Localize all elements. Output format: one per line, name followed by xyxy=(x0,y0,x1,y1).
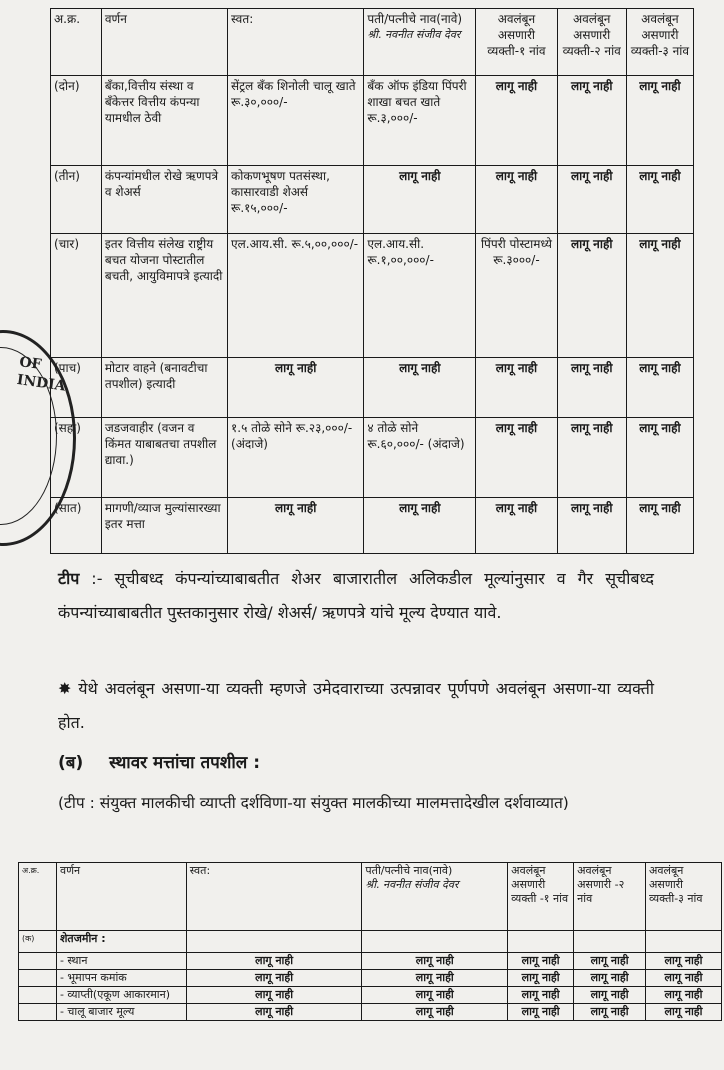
empty-cell xyxy=(508,931,574,953)
row-self-value: लागू नाही xyxy=(186,953,362,970)
row-number: (सात) xyxy=(51,498,102,554)
row-description: जडजवाहीर (वजन व किंमत याबाबतचा तपशील द्यावा.) xyxy=(101,418,227,498)
row-spouse-value: लागू नाही xyxy=(364,498,476,554)
row-dependent-2-value: लागू नाही xyxy=(557,358,626,418)
section-b-label: (ब) xyxy=(58,753,84,773)
row-description: मोटार वाहने (बनावटीचा तपशील) इत्यादी xyxy=(101,358,227,418)
table-row xyxy=(51,418,694,498)
row-dependent-2-value: लागू नाही xyxy=(574,1004,646,1021)
spouse-handwritten-name: श्री. नवनीत संजीव देवर xyxy=(365,878,459,891)
header-serial: अ.क्र. xyxy=(19,863,57,931)
row-dependent-3-value: लागू नाही xyxy=(626,358,693,418)
row-spouse-value: लागू नाही xyxy=(362,987,508,1004)
row-description: - भूमापन कमांक xyxy=(56,970,186,987)
row-number xyxy=(19,953,57,970)
row-number: (तीन) xyxy=(51,166,102,234)
row-dependent-2-value: लागू नाही xyxy=(557,76,626,166)
row-dependent-2-value: लागू नाही xyxy=(557,234,626,358)
row-dependent-3-value: लागू नाही xyxy=(626,166,693,234)
row-dependent-2-value: लागू नाही xyxy=(574,970,646,987)
header-dependent-2: अवलंबून असणारी -२ नांव xyxy=(574,863,646,931)
row-spouse-value: लागू नाही xyxy=(364,358,476,418)
row-number xyxy=(19,970,57,987)
table-row xyxy=(19,1004,722,1021)
row-dependent-1-value: लागू नाही xyxy=(476,358,557,418)
note-label: टीप xyxy=(58,569,80,588)
header-self: स्वत: xyxy=(228,9,364,76)
empty-cell xyxy=(186,931,362,953)
table-row xyxy=(51,76,694,166)
note-dependents xyxy=(58,672,654,740)
empty-cell xyxy=(646,931,722,953)
row-dependent-1-value: लागू नाही xyxy=(476,418,557,498)
table-row xyxy=(19,953,722,970)
row-dependent-3-value: लागू नाही xyxy=(626,76,693,166)
row-spouse-value: एल.आय.सी. रू.१,००,०००/- xyxy=(364,234,476,358)
row-self-value: लागू नाही xyxy=(186,987,362,1004)
row-self-value: सेंट्रल बँक शिनोली चालू खाते रू.३०,०००/- xyxy=(228,76,364,166)
header-serial: अ.क्र. xyxy=(51,9,102,76)
header-dependent-1: अवलंबून असणारी व्यक्ती -१ नांव xyxy=(508,863,574,931)
row-spouse-value: लागू नाही xyxy=(362,953,508,970)
row-spouse-value: लागू नाही xyxy=(364,166,476,234)
table-header-row xyxy=(51,9,694,76)
row-dependent-3-value: लागू नाही xyxy=(646,970,722,987)
note-dependents-text: येथे अवलंबून असणा-या व्यक्ती म्हणजे उमेदवाराच्या उत्पन्नावर पूर्णपणे अवलंबून असणा-या व्यक्ती होत. xyxy=(58,679,654,732)
table-row xyxy=(19,987,722,1004)
table-row xyxy=(51,358,694,418)
section-label: शेतजमीन : xyxy=(56,931,186,953)
row-dependent-1-value: लागू नाही xyxy=(476,498,557,554)
section-b-note: (टीप : संयुक्त मालकीची व्याप्ती दर्शविणा-या संयुक्त मालकीच्या मालमत्तादेखील दर्शवाव्यात) xyxy=(58,794,569,812)
row-dependent-1-value: लागू नाही xyxy=(508,987,574,1004)
spouse-handwritten-name: श्री. नवनीत संजीव देवर xyxy=(367,28,461,41)
row-spouse-value: लागू नाही xyxy=(362,970,508,987)
row-dependent-3-value: लागू नाही xyxy=(646,987,722,1004)
row-spouse-value: लागू नाही xyxy=(362,1004,508,1021)
row-spouse-value: ४ तोळे सोने रू.६०,०००/- (अंदाजे) xyxy=(364,418,476,498)
header-spouse xyxy=(364,9,476,76)
row-dependent-3-value: लागू नाही xyxy=(646,953,722,970)
seal-text: OF INDIA xyxy=(15,354,67,395)
row-description: - स्थान xyxy=(56,953,186,970)
row-dependent-2-value: लागू नाही xyxy=(557,498,626,554)
header-spouse-label: पती/पत्नीचे नाव(नावे) xyxy=(365,864,453,877)
header-dependent-2: अवलंबून असणारी व्यक्ती-२ नांव xyxy=(557,9,626,76)
row-number: (चार) xyxy=(51,234,102,358)
section-number: (क) xyxy=(19,931,57,953)
row-description: बँका,वित्तीय संस्था व बँकेत्तर वित्तीय कंपन्या यामधील ठेवी xyxy=(101,76,227,166)
row-number: (पाच) xyxy=(51,358,102,418)
row-dependent-1-value: लागू नाही xyxy=(476,166,557,234)
row-description: - व्याप्ती(एकूण आकारमान) xyxy=(56,987,186,1004)
row-description: इतर वित्तीय संलेख राष्ट्रीय बचत योजना पोस्टातील बचती, आयुविमापत्रे इत्यादी xyxy=(101,234,227,358)
row-self-value: १.५ तोळे सोने रू.२३,०००/- (अंदाजे) xyxy=(228,418,364,498)
row-dependent-2-value: लागू नाही xyxy=(574,987,646,1004)
table-row xyxy=(51,166,694,234)
table-row xyxy=(51,498,694,554)
row-number xyxy=(19,987,57,1004)
row-description: कंपन्यांमधील रोखे ऋणपत्रे व शेअर्स xyxy=(101,166,227,234)
row-dependent-1-value: पिंपरी पोस्टामध्ये रू.३०००/- xyxy=(476,234,557,358)
row-dependent-2-value: लागू नाही xyxy=(557,418,626,498)
row-dependent-3-value: लागू नाही xyxy=(646,1004,722,1021)
header-self: स्वत: xyxy=(186,863,362,931)
row-number: (दोन) xyxy=(51,76,102,166)
row-self-value: लागू नाही xyxy=(228,358,364,418)
row-self-value: एल.आय.सी. रू.५,००,०००/- xyxy=(228,234,364,358)
section-b-heading xyxy=(58,750,260,773)
note-text: :- सूचीबध्द कंपन्यांच्याबाबतीत शेअर बाजारातील अलिकडील मूल्यांनुसार व गैर सूचीबध्द कंपन्यांच्याबाबतीत पुस्तकानुसार रोखे/ शेअर्स/ ऋणपत्रे यांचे मूल्य देण्यात यावे. xyxy=(58,569,654,622)
table-row xyxy=(51,234,694,358)
table-row xyxy=(19,970,722,987)
row-dependent-1-value: लागू नाही xyxy=(508,953,574,970)
section-b-title: स्थावर मत्तांचा तपशील : xyxy=(109,753,261,773)
header-description: वर्णन xyxy=(56,863,186,931)
header-description: वर्णन xyxy=(101,9,227,76)
row-description: मागणी/व्याज मुल्यांसारख्या इतर मत्ता xyxy=(101,498,227,554)
row-dependent-1-value: लागू नाही xyxy=(508,1004,574,1021)
row-dependent-1-value: लागू नाही xyxy=(508,970,574,987)
row-description: - चालू बाजार मूल्य xyxy=(56,1004,186,1021)
immovable-assets-table xyxy=(18,862,722,1021)
row-self-value: लागू नाही xyxy=(186,970,362,987)
row-dependent-2-value: लागू नाही xyxy=(557,166,626,234)
movable-assets-table xyxy=(50,8,694,554)
row-self-value: कोकणभूषण पतसंस्था, कासारवाडी शेअर्स रू.१५,०००/- xyxy=(228,166,364,234)
row-number: (सहा) xyxy=(51,418,102,498)
row-spouse-value: बँक ऑफ इंडिया पिंपरी शाखा बचत खाते रू.३,०००/- xyxy=(364,76,476,166)
row-self-value: लागू नाही xyxy=(228,498,364,554)
header-dependent-1: अवलंबून असणारी व्यक्ती-१ नांव xyxy=(476,9,557,76)
header-spouse xyxy=(362,863,508,931)
empty-cell xyxy=(362,931,508,953)
row-dependent-3-value: लागू नाही xyxy=(626,498,693,554)
header-dependent-3: अवलंबून असणारी व्यक्ती-३ नांव xyxy=(626,9,693,76)
row-dependent-1-value: लागू नाही xyxy=(476,76,557,166)
section-row xyxy=(19,931,722,953)
header-spouse-label: पती/पत्नीचे नाव(नावे) xyxy=(367,12,463,26)
note-share-valuation xyxy=(58,562,654,630)
empty-cell xyxy=(574,931,646,953)
row-number xyxy=(19,1004,57,1021)
row-dependent-2-value: लागू नाही xyxy=(574,953,646,970)
star-bullet-icon: ✸ xyxy=(58,679,72,698)
row-dependent-3-value: लागू नाही xyxy=(626,418,693,498)
table-header-row xyxy=(19,863,722,931)
row-dependent-3-value: लागू नाही xyxy=(626,234,693,358)
header-dependent-3: अवलंबून असणारी व्यक्ती-३ नांव xyxy=(646,863,722,931)
row-self-value: लागू नाही xyxy=(186,1004,362,1021)
